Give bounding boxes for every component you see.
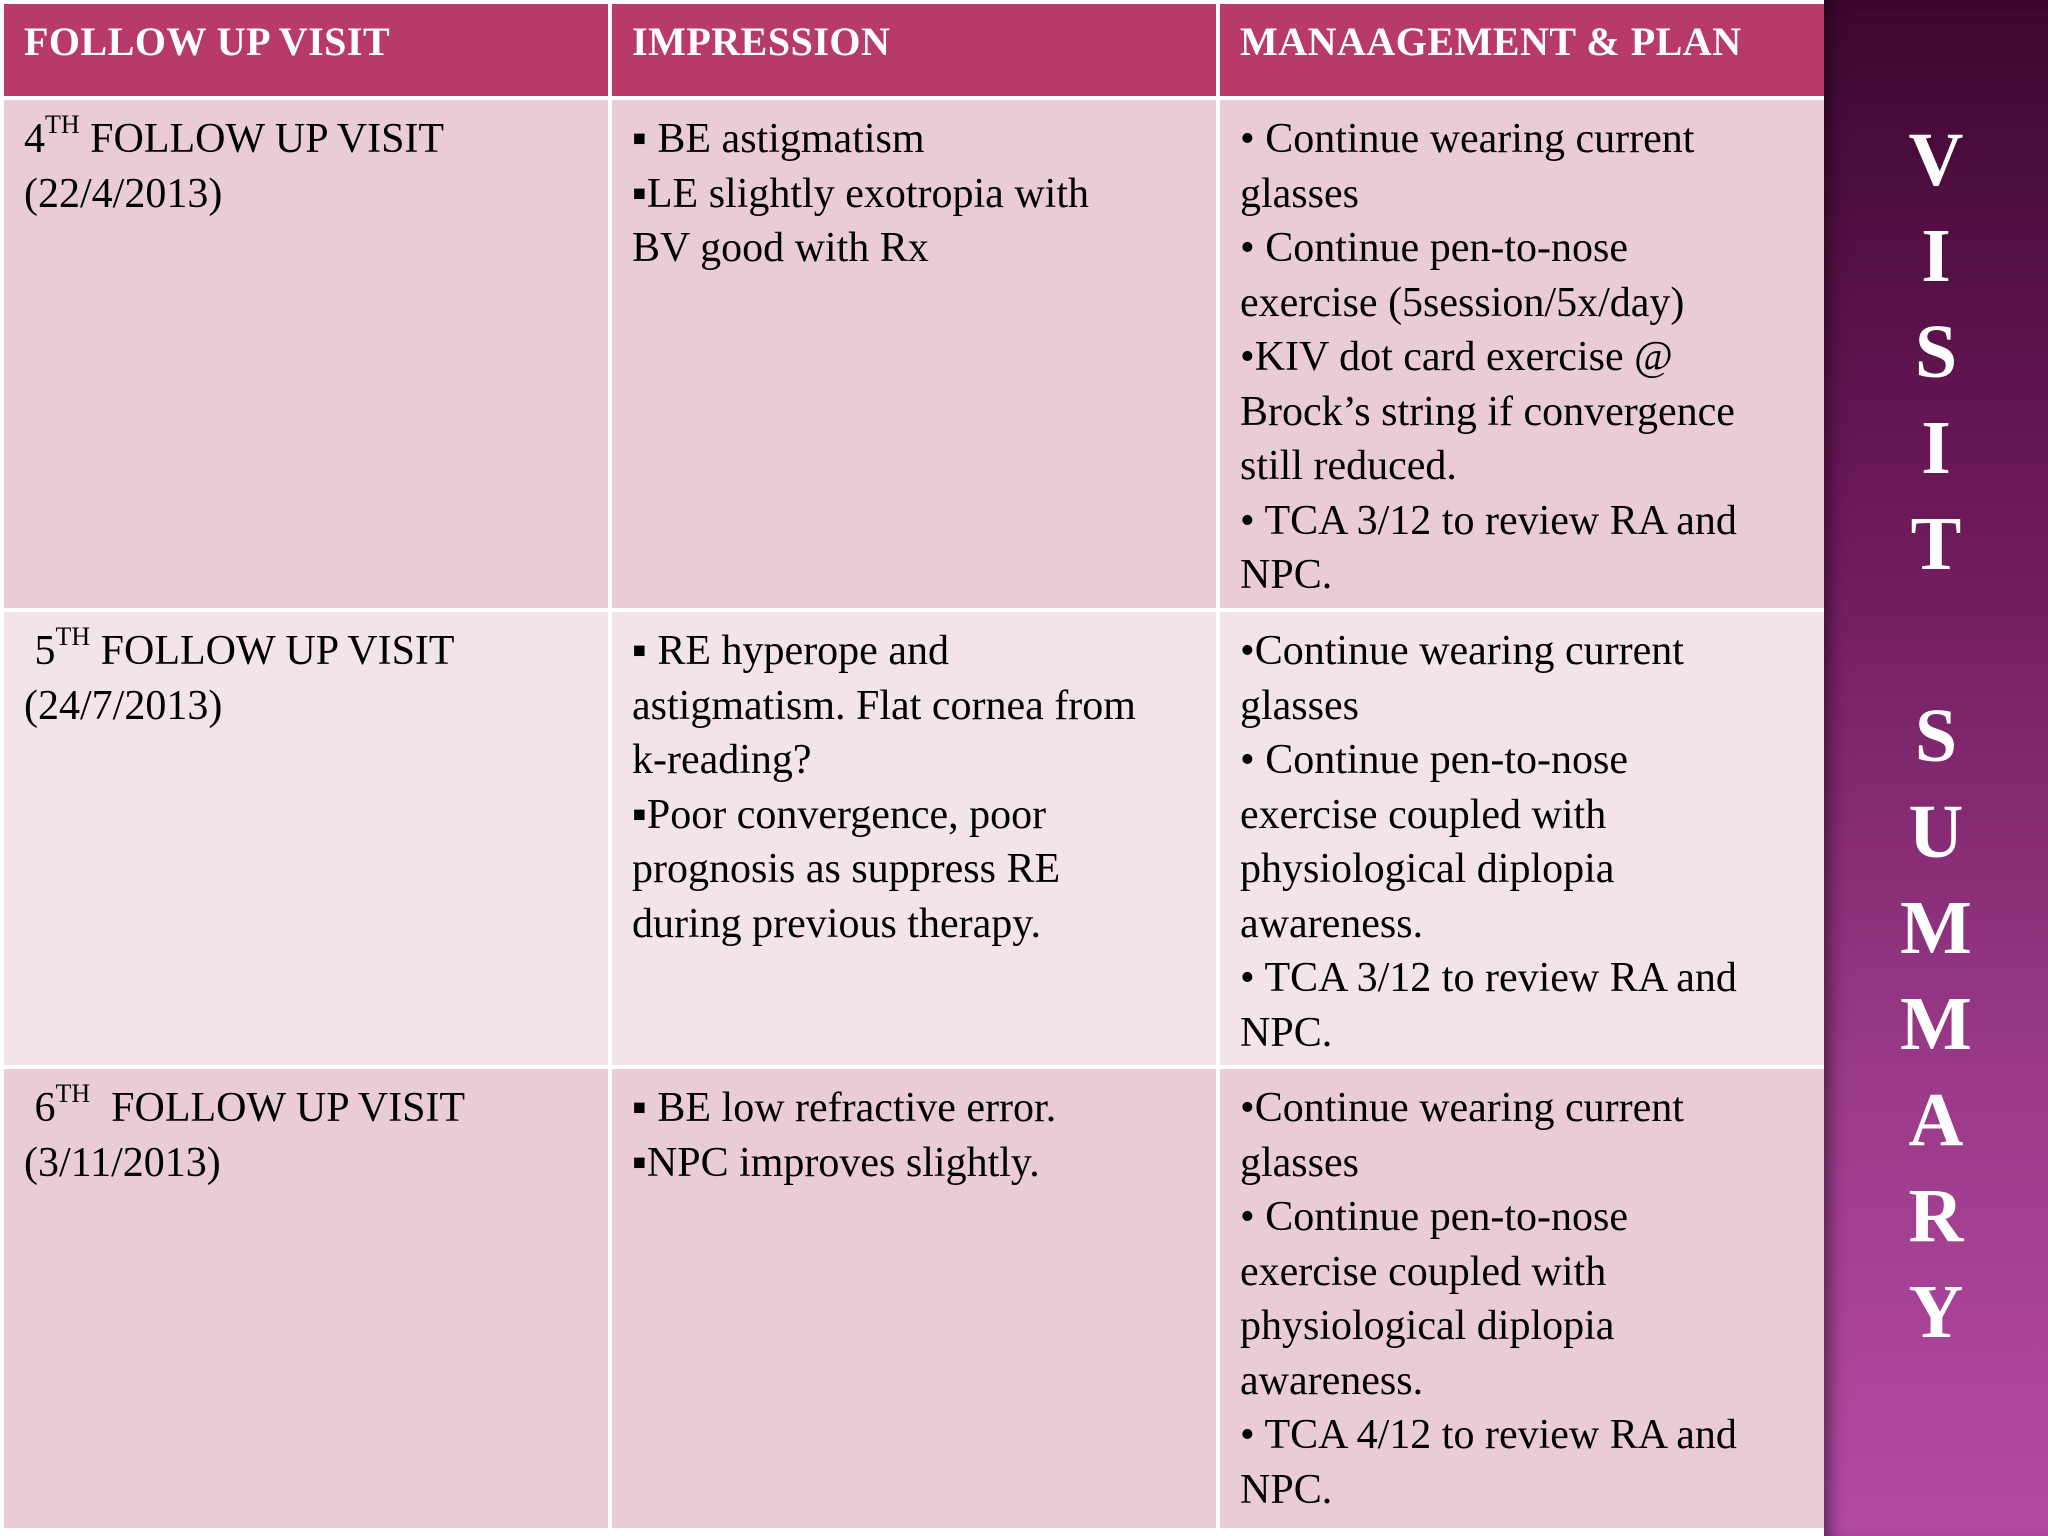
- sidebar-letter: M: [1900, 982, 1972, 1066]
- plan-line: awareness.: [1240, 900, 1424, 947]
- impression-cell: [610, 98, 1218, 610]
- plan-line: physiological diplopia: [1240, 846, 1615, 892]
- plan-line: NPC.: [1240, 1009, 1333, 1056]
- visit-cell: [2, 610, 610, 1067]
- visit-title: [24, 624, 588, 679]
- impression-line: astigmatism. Flat cornea from: [632, 682, 1136, 729]
- visit-title: [24, 1081, 588, 1136]
- sidebar-letter: S: [1914, 694, 1958, 778]
- plan-line: glasses: [1240, 1139, 1359, 1186]
- sidebar-letter: S: [1914, 310, 1958, 394]
- sidebar-letter: I: [1921, 214, 1951, 298]
- plan-line: awareness.: [1240, 1357, 1424, 1404]
- visit-label-text: FOLLOW UP VISIT: [90, 1085, 466, 1131]
- plan-line: exercise coupled with: [1240, 791, 1607, 838]
- visit-label-text: FOLLOW UP VISIT: [79, 116, 445, 162]
- visit-date: (24/7/2013): [24, 682, 223, 729]
- plan-line: • TCA 3/12 to review RA and: [1240, 955, 1737, 1001]
- sidebar-letter: V: [1908, 118, 1964, 202]
- sidebar-letter: A: [1908, 1078, 1964, 1162]
- table-header-row: [2, 2, 1826, 98]
- visit-number: 5: [24, 628, 56, 674]
- sidebar-letter: R: [1908, 1174, 1964, 1258]
- plan-line: •KIV dot card exercise @: [1240, 334, 1673, 380]
- visit-cell: [2, 1067, 610, 1530]
- sidebar-letter: I: [1921, 406, 1951, 490]
- plan-line: • Continue pen-to-nose: [1240, 737, 1628, 783]
- header-management-plan: MANAAGEMENT & PLAN: [1218, 2, 1826, 98]
- visit-number: 6: [24, 1085, 56, 1131]
- impression-line: during previous therapy.: [632, 900, 1042, 947]
- plan-line: • Continue wearing current: [1240, 116, 1695, 162]
- table-row: [2, 1067, 1826, 1530]
- plan-line: • Continue pen-to-nose: [1240, 225, 1628, 271]
- plan-cell: [1218, 1067, 1826, 1530]
- visit-ordinal-suffix: TH: [55, 622, 91, 651]
- header-impression: IMPRESSION: [610, 2, 1218, 98]
- plan-line: still reduced.: [1240, 443, 1457, 489]
- impression-line: BV good with Rx: [632, 225, 929, 271]
- plan-line: exercise coupled with: [1240, 1248, 1607, 1295]
- sidebar-letter-gap: [1824, 592, 2048, 688]
- plan-line: glasses: [1240, 170, 1359, 217]
- visit-label-text: FOLLOW UP VISIT: [90, 628, 455, 674]
- visit-date: (3/11/2013): [24, 1139, 221, 1186]
- plan-line: NPC.: [1240, 1466, 1333, 1513]
- visit-cell: [2, 98, 610, 610]
- impression-line: ▪ BE low refractive error.: [632, 1085, 1057, 1131]
- plan-line: Brock’s string if convergence: [1240, 388, 1735, 435]
- plan-line: •Continue wearing current: [1240, 628, 1684, 674]
- impression-cell: [610, 1067, 1218, 1530]
- plan-line: • TCA 4/12 to review RA and: [1240, 1412, 1737, 1458]
- plan-line: NPC.: [1240, 552, 1333, 598]
- impression-line: ▪LE slightly exotropia with: [632, 170, 1089, 217]
- plan-cell: [1218, 98, 1826, 610]
- sidebar-letter: M: [1900, 886, 1972, 970]
- plan-line: glasses: [1240, 682, 1359, 729]
- table-row: [2, 610, 1826, 1067]
- impression-cell: [610, 610, 1218, 1067]
- plan-line: physiological diplopia: [1240, 1303, 1615, 1349]
- plan-line: •Continue wearing current: [1240, 1085, 1684, 1131]
- visit-ordinal-suffix: TH: [55, 1079, 91, 1108]
- visit-summary-sidebar: [1824, 0, 2048, 1536]
- plan-cell: [1218, 610, 1826, 1067]
- sidebar-vertical-title: [1824, 112, 2048, 1360]
- visit-title: [24, 112, 588, 167]
- visit-ordinal-suffix: TH: [45, 110, 80, 139]
- impression-line: prognosis as suppress RE: [632, 846, 1061, 892]
- sidebar-letter: Y: [1908, 1270, 1964, 1354]
- sidebar-letter: T: [1910, 502, 1962, 586]
- impression-line: ▪ BE astigmatism: [632, 116, 925, 162]
- plan-line: exercise (5session/5x/day): [1240, 279, 1685, 326]
- plan-line: • Continue pen-to-nose: [1240, 1194, 1628, 1240]
- impression-line: ▪Poor convergence, poor: [632, 791, 1047, 838]
- impression-line: ▪ RE hyperope and: [632, 628, 949, 674]
- plan-line: • TCA 3/12 to review RA and: [1240, 497, 1737, 544]
- header-follow-up-visit: FOLLOW UP VISIT: [2, 2, 610, 98]
- visit-date: (22/4/2013): [24, 170, 223, 217]
- impression-line: k-reading?: [632, 737, 812, 783]
- table-row: [2, 98, 1826, 610]
- sidebar-letter: U: [1908, 790, 1964, 874]
- visit-number: 4: [24, 116, 45, 162]
- impression-line: ▪NPC improves slightly.: [632, 1139, 1040, 1186]
